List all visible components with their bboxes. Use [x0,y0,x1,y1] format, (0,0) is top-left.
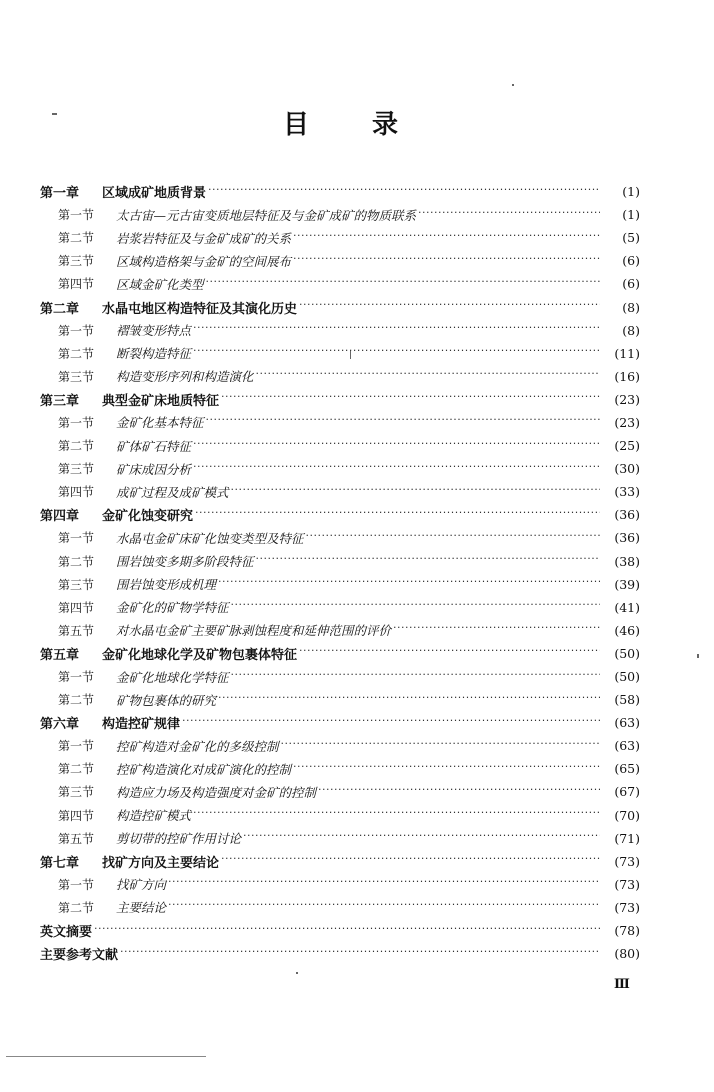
toc-chapter-row [40,642,640,665]
toc-entry-title: 找矿方向及主要结论 [102,855,220,871]
toc-page-number: (78) [614,923,640,939]
toc-entry-title: 金矿化的矿物学特征 [116,600,229,616]
toc-section-row [40,619,640,642]
toc-section-row [40,804,640,827]
toc-entry-title: 褶皱变形特点 [116,323,192,339]
dot-leader [94,925,600,937]
toc-page-number: (6) [622,253,640,269]
bottom-rule [6,1056,206,1057]
toc-section-row [40,226,640,249]
toc-page-number: (36) [614,530,640,546]
toc-entry-number: 第二节 [58,554,95,569]
toc-entry-title: 主要结论 [116,900,167,916]
toc-section-row [40,827,640,850]
dot-leader [168,901,600,913]
toc-section-row [40,780,640,803]
toc-entry-number: 第七章 [40,855,80,871]
toc-section-row [40,526,640,549]
toc-page-number: (6) [622,276,640,292]
dot-leader [306,532,600,544]
toc-section-row [40,573,640,596]
dot-leader [256,555,600,567]
toc-entry-number: 第三节 [58,254,95,269]
toc-entry-title: 主要参考文献 [40,948,119,964]
dot-leader [193,809,600,821]
toc-page-number: (5) [622,230,640,246]
toc-section-row [40,896,640,919]
toc-entry-number: 第六章 [40,717,80,733]
toc-chapter-row [40,850,640,873]
toc-entry-title: 围岩蚀变形成机理 [116,577,217,593]
toc-entry-number: 第一节 [58,531,95,546]
toc-entry-number: 第五节 [58,831,95,846]
toc-chapter-row [40,711,640,734]
toc-entry-number: 第一节 [58,877,95,892]
toc-entry-title: 矿床成因分析 [116,461,192,477]
toc-entry-title: 金矿化基本特征 [116,415,204,431]
scan-speck [697,654,699,658]
toc-entry-title: 构造控矿规律 [102,717,181,733]
dot-leader [206,416,600,428]
dot-leader [206,278,600,290]
toc-page-number: (67) [614,784,640,800]
dot-leader [193,324,600,336]
dot-leader [168,878,600,890]
toc-page-number: (16) [614,368,640,384]
toc-entry-title: 剪切带的控矿作用讨论 [116,831,242,847]
toc-entry-title: 岩浆岩特征及与金矿成矿的关系 [116,230,292,246]
toc-page-number: (46) [614,622,640,638]
toc-section-row [40,688,640,711]
toc-entry-number: 第二节 [58,900,95,915]
dot-leader [393,624,600,636]
toc-page-number: (65) [614,761,640,777]
scan-speck [512,84,514,86]
toc-chapter-row [40,942,640,965]
toc-page-number: (30) [614,461,640,477]
toc-chapter-row [40,388,640,411]
toc-section-row [40,203,640,226]
toc-page-number: (71) [614,830,640,846]
scan-speck [350,351,351,359]
toc-page-number: (80) [614,946,640,962]
table-of-contents [40,180,640,965]
toc-entry-title: 构造控矿模式 [116,808,192,824]
toc-section-row [40,550,640,573]
toc-entry-title: 金矿化地球化学特征 [116,669,229,685]
toc-entry-title: 控矿构造演化对成矿演化的控制 [116,761,292,777]
toc-entry-number: 第二节 [58,762,95,777]
dot-leader [231,671,600,683]
toc-page-number: (25) [614,438,640,454]
dot-leader [318,786,600,798]
toc-section-row [40,873,640,896]
dot-leader [195,509,600,521]
toc-entry-number: 第四章 [40,509,80,525]
toc-page-number: (73) [614,899,640,915]
toc-section-row [40,319,640,342]
toc-entry-title: 水晶屯地区构造特征及其演化历史 [102,301,298,317]
dot-leader [193,440,600,452]
toc-page-number: (73) [614,853,640,869]
dot-leader [218,694,600,706]
toc-section-row [40,411,640,434]
dot-leader [293,763,600,775]
toc-entry-number: 第二章 [40,301,80,317]
toc-entry-title: 断裂构造特征 [116,346,192,362]
toc-entry-number: 第三章 [40,393,80,409]
toc-page-number: (58) [614,692,640,708]
toc-entry-title: 英文摘要 [40,925,93,941]
toc-page-number: (8) [622,299,640,315]
toc-section-row [40,457,640,480]
toc-entry-title: 区域成矿地质背景 [102,186,207,202]
toc-entry-number: 第一节 [58,323,95,338]
dot-leader [120,948,600,960]
dot-leader [299,301,600,313]
toc-entry-number: 第二节 [58,439,95,454]
dot-leader [208,186,600,198]
toc-section-row [40,665,640,688]
toc-entry-number: 第四节 [58,808,95,823]
toc-page-number: (70) [614,807,640,823]
toc-chapter-row [40,180,640,203]
toc-chapter-row [40,919,640,942]
toc-section-row [40,272,640,295]
dot-leader [221,393,600,405]
toc-section-row [40,757,640,780]
toc-page-number: (8) [622,322,640,338]
toc-page-number: (11) [614,345,640,361]
dot-leader [281,740,600,752]
toc-section-row [40,596,640,619]
toc-entry-number: 第三节 [58,369,95,384]
toc-entry-number: 第二节 [58,231,95,246]
toc-section-row [40,342,640,365]
toc-entry-title: 构造变形序列和构造演化 [116,369,254,385]
toc-section-row [40,365,640,388]
scan-speck [52,113,57,115]
toc-entry-number: 第三节 [58,785,95,800]
toc-page-number: (41) [614,599,640,615]
toc-entry-number: 第一节 [58,208,95,223]
toc-entry-number: 第四节 [58,485,95,500]
toc-page-number: (39) [614,576,640,592]
toc-entry-number: 第一节 [58,670,95,685]
toc-entry-title: 典型金矿床地质特征 [102,393,220,409]
toc-entry-title: 矿物包裹体的研究 [116,692,217,708]
toc-page-number: (1) [622,184,640,200]
toc-entry-title: 金矿化地球化学及矿物包裹体特征 [102,647,298,663]
toc-entry-title: 找矿方向 [116,877,167,893]
toc-entry-title: 对水晶屯金矿主要矿脉剥蚀程度和延伸范围的评价 [116,623,392,639]
toc-entry-title: 矿体矿石特征 [116,438,192,454]
dot-leader [231,486,600,498]
title-char-2: 录 [372,110,399,140]
toc-page-number: (63) [614,738,640,754]
toc-entry-number: 第五节 [58,623,95,638]
toc-entry-number: 第四节 [58,277,95,292]
toc-entry-number: 第二节 [58,693,95,708]
toc-page-number: (50) [614,645,640,661]
dot-leader [293,255,600,267]
toc-entry-number: 第四节 [58,600,95,615]
toc-page-number: (23) [614,391,640,407]
toc-section-row [40,734,640,757]
toc-entry-title: 构造应力场及构造强度对金矿的控制 [116,784,317,800]
scan-speck [296,972,298,974]
page-folio: Ⅲ [614,977,630,992]
toc-page-number: (73) [614,876,640,892]
toc-chapter-row [40,503,640,526]
toc-page-number: (1) [622,207,640,223]
toc-page-number: (38) [614,553,640,569]
toc-chapter-row [40,295,640,318]
dot-leader [418,209,600,221]
toc-entry-title: 水晶屯金矿床矿化蚀变类型及特征 [116,530,304,546]
dot-leader [256,370,600,382]
toc-entry-title: 成矿过程及成矿模式 [116,484,229,500]
toc-entry-title: 区域构造格架与金矿的空间展布 [116,253,292,269]
toc-entry-number: 第三节 [58,462,95,477]
toc-page-number: (23) [614,414,640,430]
toc-entry-title: 金矿化蚀变研究 [102,509,194,525]
toc-section-row [40,249,640,272]
dot-leader [231,601,600,613]
dot-leader [293,232,600,244]
toc-page-number: (63) [614,715,640,731]
dot-leader [193,463,600,475]
toc-entry-number: 第二节 [58,346,95,361]
title-char-1: 目 [283,110,310,140]
toc-entry-number: 第三节 [58,577,95,592]
toc-entry-title: 区域金矿化类型 [116,276,204,292]
toc-page-number: (36) [614,507,640,523]
toc-entry-title: 围岩蚀变多期多阶段特征 [116,554,254,570]
toc-page-number: (50) [614,669,640,685]
toc-entry-number: 第一节 [58,739,95,754]
toc-entry-number: 第一章 [40,186,80,202]
toc-entry-title: 太古宙—元古宙变质地层特征及与金矿成矿的物质联系 [116,207,417,223]
toc-entry-title: 控矿构造对金矿化的多级控制 [116,738,279,754]
toc-section-row [40,434,640,457]
dot-leader [243,832,600,844]
dot-leader [193,347,600,359]
toc-page-number: (33) [614,484,640,500]
toc-section-row [40,480,640,503]
dot-leader [182,717,600,729]
dot-leader [218,578,600,590]
dot-leader [221,855,600,867]
toc-entry-number: 第一节 [58,415,95,430]
dot-leader [299,647,600,659]
toc-entry-number: 第五章 [40,647,80,663]
